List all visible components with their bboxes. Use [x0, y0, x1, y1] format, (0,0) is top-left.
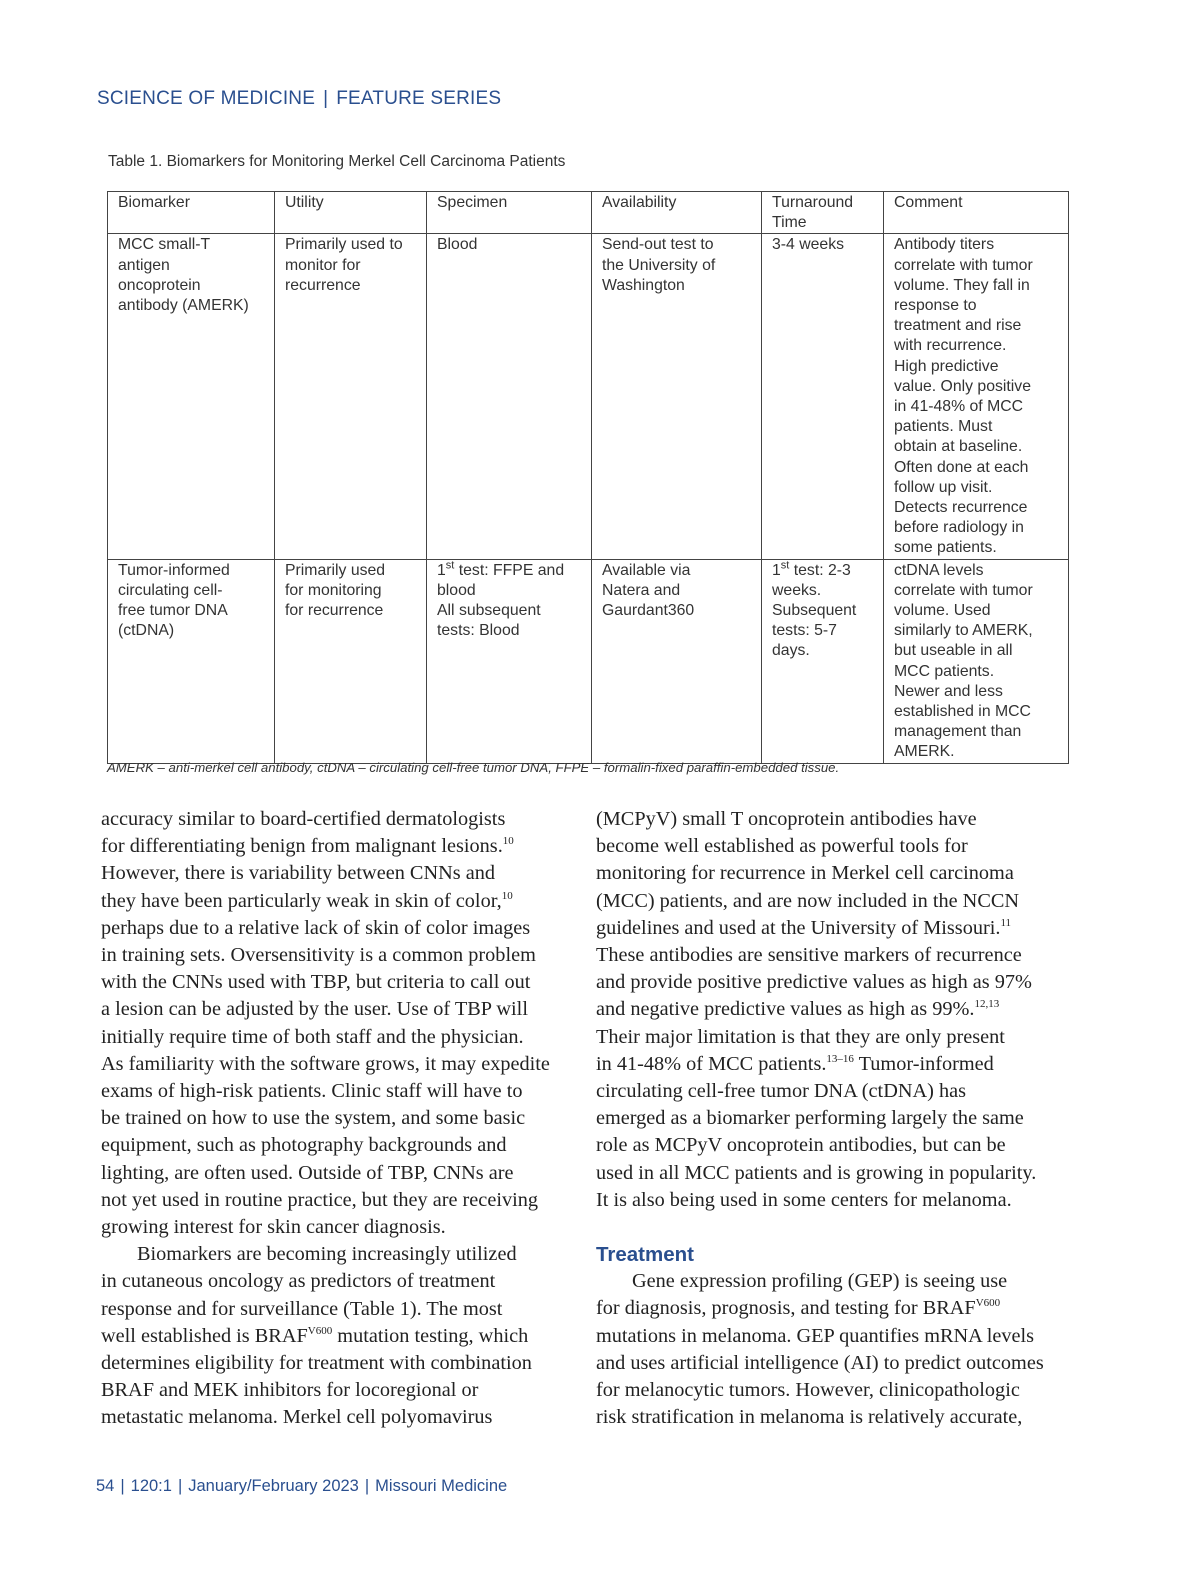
- table-caption: Table 1. Biomarkers for Monitoring Merkel Cell Carcinoma Patients: [108, 153, 566, 170]
- column-header: Utility: [275, 192, 427, 234]
- text-line: risk stratification in melanoma is relatively accurate,: [596, 1406, 1023, 1429]
- text-line: and provide positive predictive values as high as 97%: [596, 971, 1032, 994]
- text-line: used in all MCC patients and is growing in popularity.: [596, 1161, 1037, 1184]
- text-line: for diagnosis, prognosis, and testing for $BRAF^{V600}$: [596, 1297, 1001, 1320]
- text-line: monitoring for recurrence in Merkel cell carcinoma: [596, 862, 1014, 885]
- text-line: exams of high-risk patients. Clinic staff will have to: [101, 1080, 523, 1103]
- text-line: and negative predictive values as high as 99%.$^{12,13}$: [596, 998, 1000, 1021]
- text-line: accuracy similar to board-certified dermatologists: [101, 808, 506, 830]
- table-cell: 1st test: FFPE and blood All subsequent tests: Blood: [427, 559, 592, 763]
- text-line: in cutaneous oncology as predictors of treatment: [101, 1270, 496, 1293]
- text-line: lighting, are often used. Outside of TBP, CNNs are: [101, 1161, 514, 1184]
- text-line: perhaps due to a relative lack of skin of color images: [101, 916, 531, 939]
- table-cell: Blood: [427, 234, 592, 559]
- table-cell: Tumor-informed circulating cell- free tumor DNA (ctDNA): [108, 559, 275, 763]
- right-column: [596, 806, 1071, 1431]
- column-header: Biomarker: [108, 192, 275, 234]
- text-line: (MCPyV) small T oncoprotein antibodies have: [596, 808, 977, 830]
- text-line: for differentiating benign from malignant lesions.$^{10}$: [101, 835, 514, 858]
- column-header: Specimen: [427, 192, 592, 234]
- table-row: [108, 234, 1069, 559]
- text-line: not yet used in routine practice, but they are receiving: [101, 1188, 539, 1211]
- text-line: and uses artificial intelligence (AI) to predict outcomes: [596, 1351, 1044, 1374]
- footer-separator: |: [120, 1477, 125, 1495]
- text-line: mutations in melanoma. GEP quantifies mRNA levels: [596, 1324, 1035, 1347]
- text-line: they have been particularly weak in skin of color,$^{10}$: [101, 889, 513, 912]
- text-line: with the CNNs used with TBP, but criteria to call out: [101, 971, 531, 994]
- text-line: response and for surveillance (Table 1). The most: [101, 1297, 503, 1320]
- table-row: [108, 559, 1069, 763]
- table-cell: ctDNA levels correlate with tumor volume. Used similarly to AMERK, but useable in all MCC patients. Newer and less established in MCC management than AMERK.: [884, 559, 1069, 763]
- running-header: [97, 88, 501, 110]
- table-cell: 3-4 weeks: [762, 234, 884, 559]
- column-header: Availability: [592, 192, 762, 234]
- header-separator: |: [323, 88, 329, 109]
- text-line: become well established as powerful tools for: [596, 835, 968, 858]
- table-cell: Available via Natera and Gaurdant360: [592, 559, 762, 763]
- text-line: As familiarity with the software grows, it may expedite: [101, 1052, 550, 1075]
- table-cell: Primarily used to monitor for recurrence: [275, 234, 427, 559]
- text-line: However, there is variability between CNNs and: [101, 862, 495, 885]
- text-line: metastatic melanoma. Merkel cell polyomavirus: [101, 1406, 493, 1429]
- issue-date: January/February 2023: [188, 1477, 359, 1495]
- table-footnote: AMERK – anti-merkel cell antibody, ctDNA – circulating cell-free tumor DNA, FFPE – formalin-fixed paraffin-embedded tissue.: [107, 760, 840, 775]
- table-cell: Primarily used for monitoring for recurrence: [275, 559, 427, 763]
- header-section: SCIENCE OF MEDICINE: [97, 88, 316, 109]
- text-line: in training sets. Oversensitivity is a common problem: [101, 944, 536, 967]
- text-line: Their major limitation is that they are only present: [596, 1025, 1005, 1048]
- left-column: [101, 806, 576, 1432]
- column-header: Turnaround Time: [762, 192, 884, 234]
- text-line: be trained on how to use the system, and some basic: [101, 1107, 526, 1130]
- page-footer: [96, 1477, 507, 1496]
- text-line: Biomarkers are becoming increasingly utilized: [137, 1243, 517, 1266]
- journal-name: Missouri Medicine: [375, 1477, 508, 1495]
- table-cell: 1st test: 2-3 weeks. Subsequent tests: 5-7 days.: [762, 559, 884, 763]
- text-line: well established is $BRAF^{V600}$ mutation testing, which: [101, 1324, 529, 1347]
- text-line: Gene expression profiling (GEP) is seeing use: [632, 1270, 1008, 1293]
- text-line: It is also being used in some centers for melanoma.: [596, 1188, 1012, 1211]
- text-line: BRAF and MEK inhibitors for locoregional or: [101, 1379, 479, 1402]
- biomarker-table: [107, 191, 1069, 764]
- journal-volume: 120:1: [130, 1477, 172, 1495]
- table-cell: MCC small-T antigen oncoprotein antibody (AMERK): [108, 234, 275, 559]
- header-series: FEATURE SERIES: [336, 88, 502, 109]
- text-line: growing interest for skin cancer diagnosis.: [101, 1216, 446, 1239]
- section-heading-treatment: Treatment: [596, 1243, 694, 1267]
- page-number: 54: [96, 1477, 115, 1495]
- text-line: in 41-48% of MCC patients.$^{13-16}$ Tumor-informed: [596, 1052, 994, 1075]
- text-line: emerged as a biomarker performing largely the same: [596, 1107, 1024, 1130]
- text-line: for melanocytic tumors. However, clinicopathologic: [596, 1379, 1020, 1402]
- text-line: These antibodies are sensitive markers of recurrence: [596, 944, 1022, 967]
- text-line: equipment, such as photography backgrounds and: [101, 1134, 507, 1157]
- text-line: a lesion can be adjusted by the user. Use of TBP will: [101, 998, 528, 1021]
- text-line: role as MCPyV oncoprotein antibodies, but can be: [596, 1134, 1006, 1157]
- table-cell: Antibody titers correlate with tumor volume. They fall in response to treatment and rise with recurrence. High predictive value. Only positive in 41-48% of MCC patients. Must obtain at baseline. Often done at each follow up visit. Detects recurrence before radiology in some patients.: [884, 234, 1069, 559]
- footer-separator: |: [364, 1477, 370, 1495]
- table-header-row: [108, 192, 1069, 234]
- text-line: determines eligibility for treatment with combination: [101, 1352, 532, 1375]
- column-header: Comment: [884, 192, 1069, 234]
- text-line: guidelines and used at the University of Missouri.$^{11}$: [596, 916, 1012, 939]
- footer-separator: |: [177, 1477, 183, 1495]
- table-cell: Send-out test to the University of Washington: [592, 234, 762, 559]
- text-line: initially require time of both staff and the physician.: [101, 1025, 524, 1048]
- text-line: circulating cell-free tumor DNA (ctDNA) has: [596, 1080, 966, 1103]
- text-line: (MCC) patients, and are now included in the NCCN: [596, 889, 1020, 912]
